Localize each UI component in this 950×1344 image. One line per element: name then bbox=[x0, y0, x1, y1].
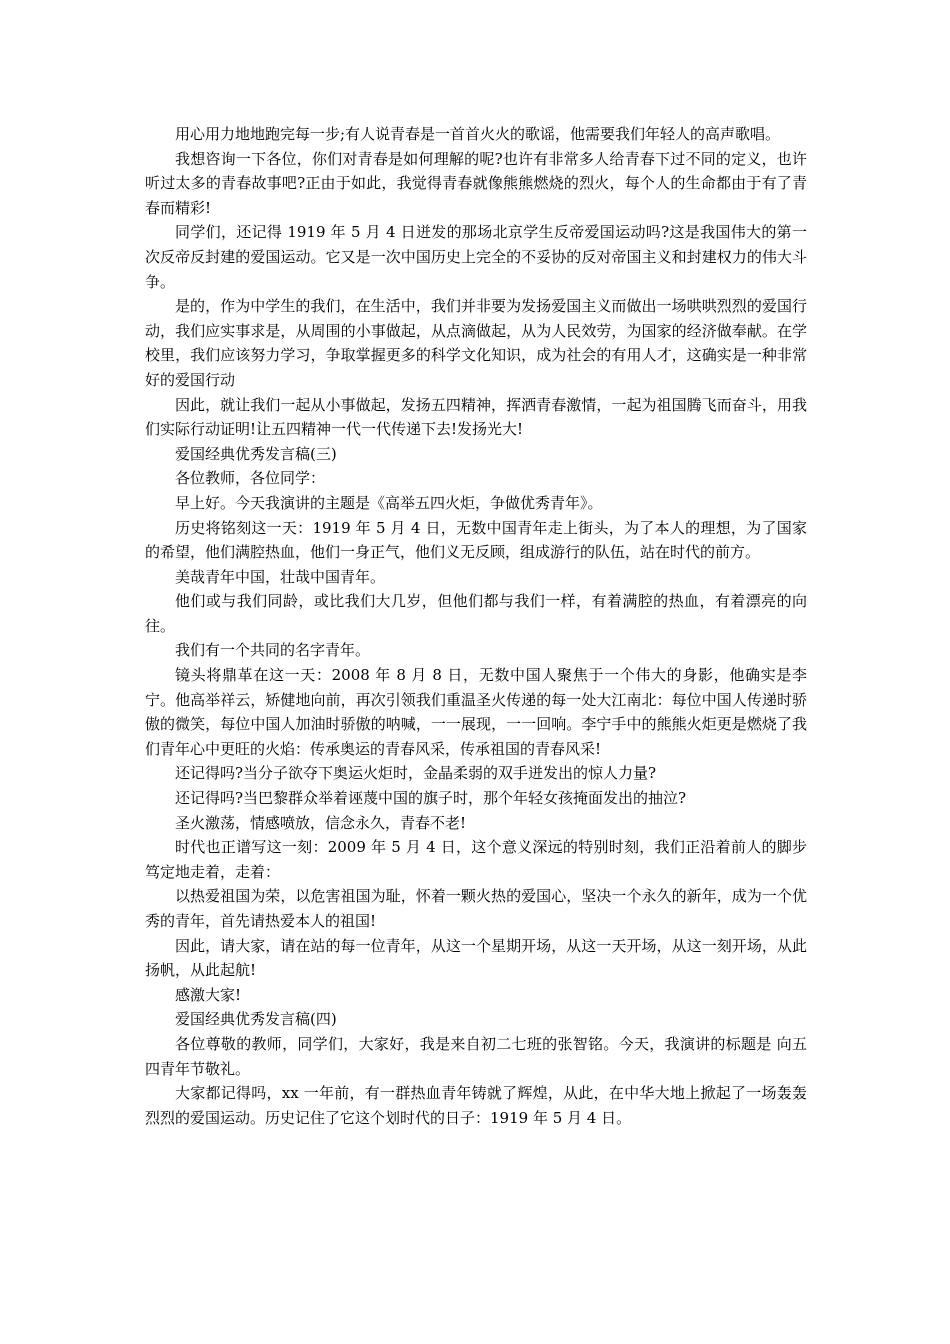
paragraph: 早上好。今天我演讲的主题是《高举五四火炬，争做优秀青年》。 bbox=[175, 493, 603, 512]
paragraph: 历史将铭刻这一天：1919 年 5 月 4 日，无数中国青年走上街头，为了本人的理想，为了国家的希望，他们满腔热血，他们一身正气，他们义无反顾，组成游行的队伍，站在时代的前方。 bbox=[145, 518, 807, 562]
paragraph: 时代也正谱写这一刻：2009 年 5 月 4 日，这个意义深远的特别时刻，我们正沿着前人的脚步笃定地走着，走着： bbox=[145, 838, 807, 881]
document-body bbox=[145, 122, 807, 1130]
paragraph: 还记得吗?当分子欲夺下奥运火炬时，金晶柔弱的双手迸发出的惊人力量? bbox=[175, 764, 657, 783]
paragraph: 是的，作为中学生的我们，在生活中，我们并非要为发扬爱国主义而做出一场哄哄烈烈的爱国行动，我们应实事求是，从周围的小事做起，从点滴做起，从为人民效劳，为国家的经济做奉献。在学校里，我们应该努力学习，争取掌握更多的科学文化知识，成为社会的有用人才，这确实是一种非常好的爱国行动 bbox=[145, 297, 807, 389]
paragraph: 感激大家! bbox=[175, 985, 242, 1004]
paragraph: 他们或与我们同龄，或比我们大几岁，但他们都与我们一样，有着满腔的热血，有着漂亮的向往。 bbox=[145, 592, 807, 635]
paragraph: 大家都记得吗，xx 一年前，有一群热血青年铸就了辉煌，从此，在中华大地上掀起了一场轰轰烈烈的爱国运动。历史记住了它这个划时代的日子：1919 年 5 月 4 日。 bbox=[145, 1084, 807, 1127]
section-heading: 爱国经典优秀发言稿(三) bbox=[175, 444, 337, 463]
paragraph: 同学们，还记得 1919 年 5 月 4 日迸发的那场北京学生反帝爱国运动吗?这是我国伟大的第一次反帝反封建的爱国运动。它又是一次中国历史上完全的不妥协的反对帝国主义和封建权力的伟大斗争。 bbox=[145, 223, 807, 291]
section-heading: 爱国经典优秀发言稿(四) bbox=[175, 1010, 337, 1029]
paragraph: 以热爱祖国为荣，以危害祖国为耻，怀着一颗火热的爱国心，坚决一个永久的新年，成为一个优秀的青年，首先请热爱本人的祖国! bbox=[145, 887, 807, 930]
paragraph: 用心用力地地跑完每一步;有人说青春是一首首火火的歌谣，他需要我们年轻人的高声歌唱。 bbox=[175, 125, 781, 143]
paragraph: 镜头将鼎革在这一天：2008 年 8 月 8 日，无数中国人聚焦于一个伟大的身影，他确实是李宁。他高举祥云，矫健地向前，再次引领我们重温圣火传递的每一处大江南北：每位中国人传递时骄傲的微笑，每位中国人加油时骄傲的呐喊，一一展现，一一回响。李宁手中的熊熊火炬更是燃烧了我们青年心中更旺的火焰：传承奥运的青春风采，传承祖国的青春风采! bbox=[145, 666, 807, 758]
paragraph: 美哉青年中国，壮哉中国青年。 bbox=[175, 567, 386, 586]
paragraph: 各位尊敬的教师，同学们，大家好，我是来自初二七班的张智铭。今天，我演讲的标题是 向五四青年节敬礼。 bbox=[145, 1034, 807, 1078]
paragraph: 因此，就让我们一起从小事做起，发扬五四精神，挥洒青春激情，一起为祖国腾飞而奋斗，用我们实际行动证明!让五四精神一代一代传递下去!发扬光大! bbox=[145, 395, 807, 439]
salutation: 各位教师，各位同学： bbox=[175, 469, 326, 488]
paragraph: 因此，请大家，请在站的每一位青年，从这一个星期开场，从这一天开场，从这一刻开场，从此扬帆，从此起航! bbox=[145, 936, 807, 980]
paragraph: 还记得吗?当巴黎群众举着诬蔑中国的旗子时，那个年轻女孩掩面发出的抽泣? bbox=[175, 789, 687, 808]
paragraph: 我们有一个共同的名字青年。 bbox=[175, 641, 371, 660]
paragraph: 我想咨询一下各位，你们对青春是如何理解的呢?也许有非常多人给青春下过不同的定义，也许听过太多的青春故事吧?正由于如此，我觉得青春就像熊熊燃烧的烈火，每个人的生命都由于有了青春而精彩! bbox=[145, 149, 807, 217]
paragraph: 圣火激荡，情感喷放，信念永久，青春不老! bbox=[175, 813, 467, 832]
